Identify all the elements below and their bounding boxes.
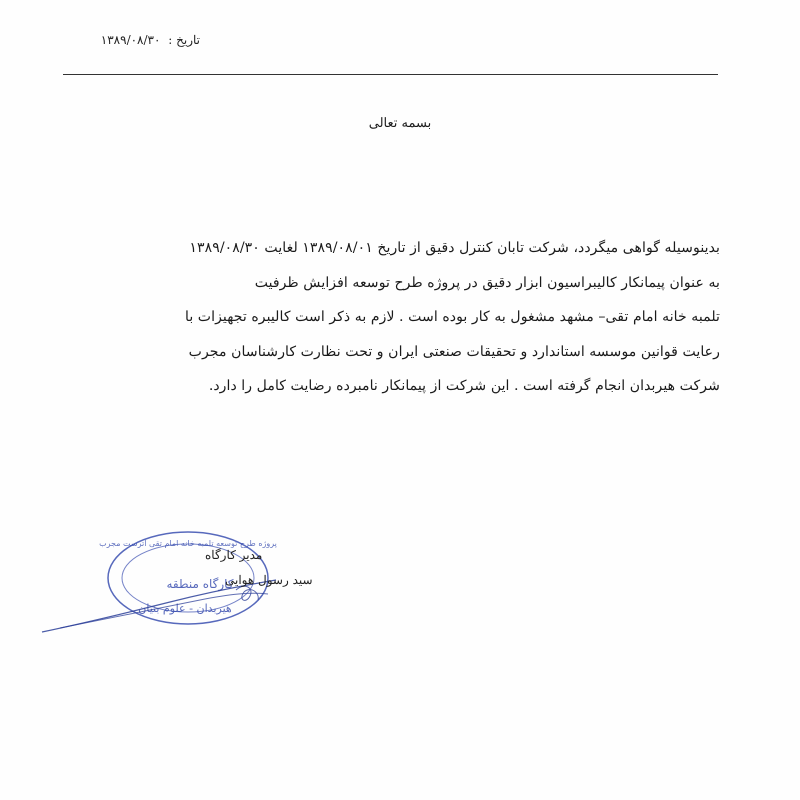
body-line-4: رعایت قوانین موسسه استاندارد و تحقیقات صنعتی ایران و تحت نظارت کارشناسان مجرب (188, 343, 720, 360)
company-stamp (40, 530, 310, 650)
basmala-heading: بسمه تعالی (368, 116, 432, 131)
body-line-5: شرکت هیربدان انجام گرفته است . این شرکت از پیمانکار نامبرده رضایت کامل را دارد. (208, 378, 720, 394)
date-label: تاریخ : (168, 33, 200, 47)
date-value: ۱۳۸۹/۰۸/۳۰ (100, 33, 161, 47)
stamp-seal-icon (40, 530, 310, 650)
body-line-2: به عنوان پیمانکار کالیبراسیون ابزار دقیق در پروژه طرح توسعه افزایش ظرفیت (254, 274, 720, 291)
signatory-title: مدیر کارگاه (205, 548, 263, 562)
svg-text:کارگاه منطقه: کارگاه منطقه (166, 577, 234, 591)
header-divider (63, 74, 718, 75)
certificate-body (108, 231, 720, 404)
signatory-name: سید رسول هوایی (225, 573, 313, 587)
date-line (70, 33, 200, 47)
svg-text:پروژه طرح توسعه تلمبه خانه اما: پروژه طرح توسعه تلمبه خانه امام تقی اترست مجرب (99, 539, 277, 548)
body-line-3: تلمبه خانه امام تقی– مشهد مشغول به کار بوده است . لازم به ذکر است کالیبره تجهیزات با (185, 309, 720, 325)
body-line-1: بدینوسیله گواهی میگردد، شرکت تابان کنترل دقیق از تاریخ ۱۳۸۹/۰۸/۰۱ لغایت ۱۳۸۹/۰۸/۳۰ (189, 240, 720, 256)
svg-text:هیربدان - علوم بنیان: هیربدان - علوم بنیان (138, 602, 232, 615)
